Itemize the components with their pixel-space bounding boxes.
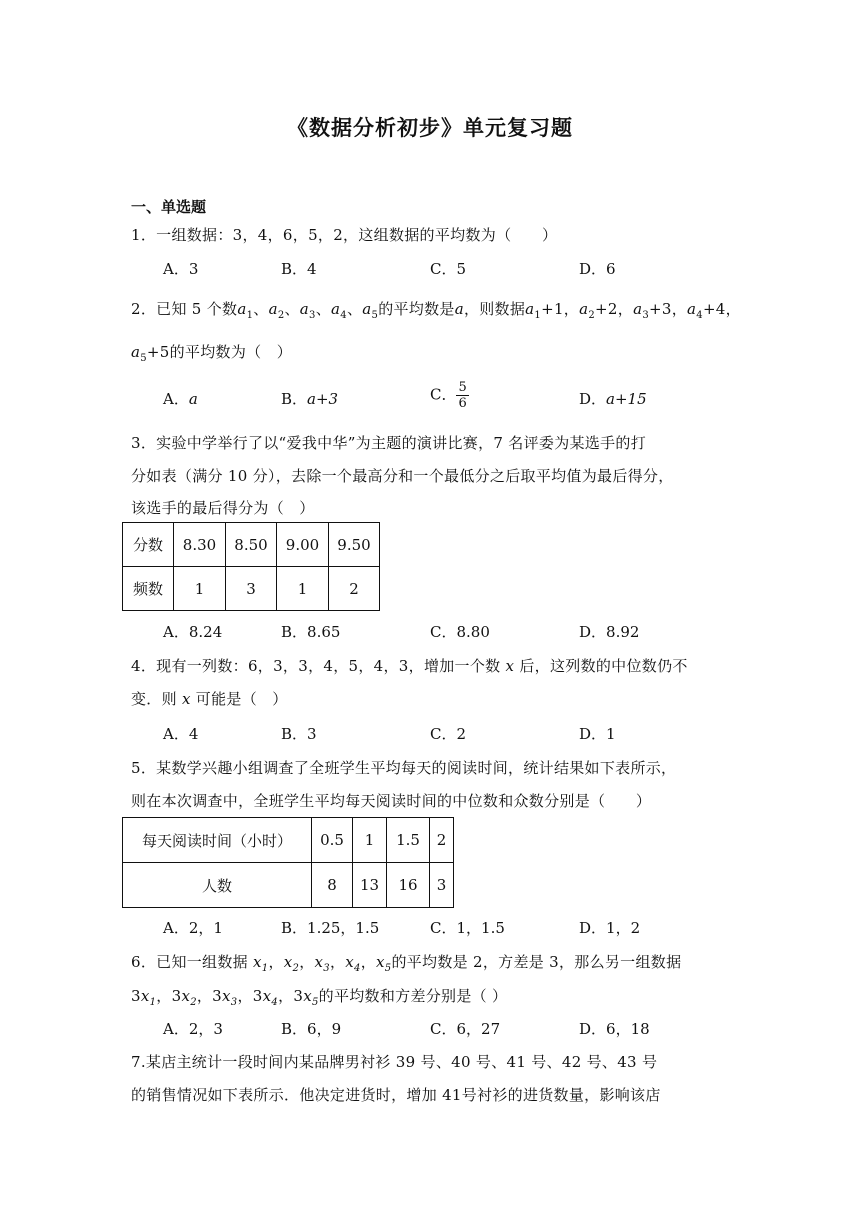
fraction: $\frac{5}{6}$ (458, 380, 467, 411)
table-cell: 16 (387, 863, 430, 908)
table-cell: 13 (353, 863, 387, 908)
table-cell: 8.50 (226, 523, 277, 567)
question-5-text-line2: 则在本次调查中，全班学生平均每天阅读时间的中位数和众数分别是（ ） (131, 792, 652, 810)
table-cell: 1 (174, 567, 226, 611)
table-cell: 8 (312, 863, 353, 908)
q1-option-d[interactable]: D．6 (579, 260, 616, 278)
q1-option-b[interactable]: B．4 (281, 260, 317, 278)
q2-option-d[interactable]: D．a+15 (579, 390, 647, 408)
table-cell: 8.30 (174, 523, 226, 567)
question-7-text-line1: 7.某店主统计一段时间内某品牌男衬衫 39 号、40 号、41 号、42 号、43 号 (131, 1053, 658, 1071)
question-3-text-line1: 3．实验中学举行了以“爱我中华”为主题的演讲比赛，7 名评委为某选手的打 (131, 434, 646, 452)
table-cell: 3 (226, 567, 277, 611)
table-cell: 频数 (123, 567, 174, 611)
table-cell: 1.5 (387, 818, 430, 863)
question-2-text-line1: 2．已知 5 个数$a_1$、$a_2$、$a_3$、$a_4$、$a_5$的平均数是a，则数据$a_1+1$，$a_2+2$，$a_3+3$，$a_4+4$， (131, 300, 741, 321)
q3-option-c[interactable]: C．8.80 (430, 623, 490, 641)
question-5-text-line1: 5．某数学兴趣小组调查了全班学生平均每天的阅读时间，统计结果如下表所示， (131, 759, 677, 777)
question-6-text-line2: $3x_1$，$3x_2$，$3x_3$，$3x_4$，$3x_5$的平均数和方差分别是（ ） (131, 987, 508, 1008)
q4-option-c[interactable]: C．2 (430, 725, 467, 743)
table-cell: 0.5 (312, 818, 353, 863)
q2-option-a[interactable]: A．a (163, 390, 198, 408)
q4-option-b[interactable]: B．3 (281, 725, 317, 743)
table-cell: 人数 (123, 863, 312, 908)
q4-option-d[interactable]: D．1 (579, 725, 616, 743)
table-cell: 每天阅读时间（小时） (123, 818, 312, 863)
table-cell: 2 (329, 567, 380, 611)
table-cell: 9.50 (329, 523, 380, 567)
question-4-text-line2: 变．则 x 可能是（ ） (131, 690, 288, 708)
q2-option-b[interactable]: B．a+3 (281, 390, 339, 408)
question-2-text-line2: $a_5+5$的平均数为（ ） (131, 343, 293, 364)
table-cell: 2 (430, 818, 454, 863)
table-cell: 1 (353, 818, 387, 863)
q5-option-c[interactable]: C．1，1.5 (430, 919, 505, 937)
question-3-text-line2: 分如表（满分 10 分），去除一个最高分和一个最低分之后取平均值为最后得分， (131, 467, 674, 485)
score-table (122, 522, 380, 611)
q3-option-d[interactable]: D．8.92 (579, 623, 640, 641)
question-4-text-line1: 4．现有一列数：6，3，3，4，5，4，3，增加一个数 x 后，这列数的中位数仍不 (131, 657, 688, 675)
q6-option-c[interactable]: C．6，27 (430, 1020, 501, 1038)
table-cell: 9.00 (277, 523, 329, 567)
q1-option-a[interactable]: A．3 (163, 260, 199, 278)
q3-option-a[interactable]: A．8.24 (163, 623, 223, 641)
q2-option-c[interactable]: C． $\frac{5}{6}$ (430, 380, 467, 411)
page-title: 《数据分析初步》单元复习题 (287, 115, 573, 140)
q5-option-d[interactable]: D．1，2 (579, 919, 641, 937)
q5-option-a[interactable]: A．2，1 (163, 919, 223, 937)
section-heading: 一、单选题 (131, 198, 207, 216)
question-6-text-line1: 6．已知一组数据 $x_1$，$x_2$，$x_3$，$x_4$，$x_5$的平均数是 2，方差是 3，那么另一组数据 (131, 953, 682, 974)
table-cell: 分数 (123, 523, 174, 567)
q4-option-a[interactable]: A．4 (163, 725, 199, 743)
q3-option-b[interactable]: B．8.65 (281, 623, 341, 641)
q6-option-b[interactable]: B．6，9 (281, 1020, 342, 1038)
table-cell: 3 (430, 863, 454, 908)
question-7-text-line2: 的销售情况如下表所示．他决定进货时，增加 41号衬衫的进货数量，影响该店 (131, 1086, 661, 1104)
table-cell: 1 (277, 567, 329, 611)
question-3-text-line3: 该选手的最后得分为（ ） (131, 499, 315, 517)
q1-option-c[interactable]: C．5 (430, 260, 467, 278)
q5-option-b[interactable]: B．1.25，1.5 (281, 919, 380, 937)
q6-option-d[interactable]: D．6，18 (579, 1020, 650, 1038)
reading-time-table (122, 817, 454, 908)
question-1-text: 1．一组数据：3，4，6，5，2，这组数据的平均数为（ ） (131, 226, 558, 244)
q6-option-a[interactable]: A．2，3 (163, 1020, 223, 1038)
